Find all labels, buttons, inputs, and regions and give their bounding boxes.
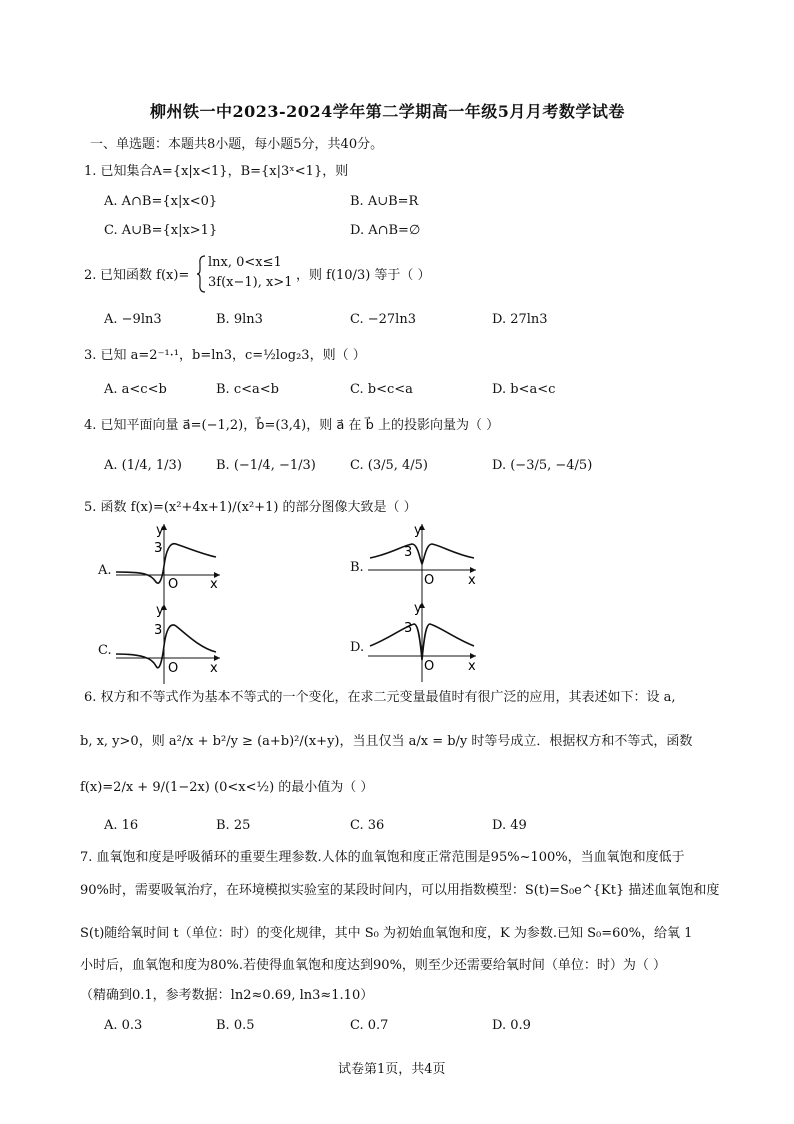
q6-option-a: A. 16 [104, 818, 139, 833]
q2-option-b: B. 9ln3 [216, 312, 263, 327]
q5c-y-label: y [156, 603, 164, 618]
q7-line-1: 7. 血氧饱和度是呼吸循环的重要生理参数.人体的血氧饱和度正常范围是95%~100%，当血氧饱和度低于 [80, 850, 685, 865]
q7-line-5: （精确到0.1，参考数据：ln2≈0.69, ln3≈1.10） [80, 988, 374, 1003]
q5-option-a-label: A. [98, 563, 112, 578]
q6-option-b: B. 25 [216, 818, 251, 833]
q5c-tick-3: 3 [154, 623, 163, 638]
q2-number: 2. [84, 268, 97, 283]
question-3-stem: 3. 已知 a=2⁻¹·¹，b=ln3，c=½log₂3，则（ ） [84, 348, 366, 363]
q5c-origin: O [168, 661, 179, 676]
page-footer: 试卷第1页，共4页 [338, 1062, 446, 1077]
q2-option-a: A. −9ln3 [104, 312, 162, 327]
q1-option-d: D. A∩B=∅ [350, 223, 421, 238]
q6-option-d: D. 49 [492, 818, 527, 833]
section-heading: 一、单选题：本题共8小题，每小题5分，共40分。 [90, 137, 384, 152]
question-5-stem: 5. 函数 f(x)=(x²+4x+1)/(x²+1) 的部分图像大致是（ ） [84, 500, 417, 515]
q2-option-c: C. −27ln3 [350, 312, 416, 327]
q4-option-b: B. (−1/4, −1/3) [216, 458, 316, 473]
q5b-y-label: y [414, 523, 422, 538]
q7-line-3: S(t)随给氧时间 t（单位：时）的变化规律，其中 S₀ 为初始血氧饱和度，K 为参数.已知 S₀=60%，给氧 1 [80, 926, 693, 941]
q3-option-d: D. b<a<c [492, 382, 556, 397]
q7-line-2: 90%时，需要吸氧治疗，在环境模拟实验室的某段时间内，可以用指数模型：S(t)=S₀e^{Kt} 描述血氧饱和度 [80, 883, 720, 898]
q5a-y-label: y [156, 523, 164, 538]
q5a-origin: O [168, 577, 179, 592]
q6-option-c: C. 36 [350, 818, 385, 833]
piecewise-brace-icon [196, 254, 206, 294]
q7-option-a: A. 0.3 [104, 1018, 143, 1033]
q5-option-c-label: C. [98, 643, 112, 658]
question-4-stem: 4. 已知平面向量 a⃗=(−1,2)，b⃗=(3,4)，则 a⃗ 在 b⃗ 上的投影向量为（ ） [84, 418, 500, 433]
q5d-x-label: x [468, 659, 476, 674]
q5c-x-label: x [210, 661, 218, 676]
q7-option-d: D. 0.9 [492, 1018, 531, 1033]
q5a-tick-3: 3 [154, 541, 163, 556]
q4-option-c: C. (3/5, 4/5) [350, 458, 428, 473]
q4-option-d: D. (−3/5, −4/5) [492, 458, 593, 473]
q5d-tick-3: 3 [404, 621, 413, 636]
q5b-tick-3: 3 [404, 545, 413, 560]
q5-option-d-label: D. [350, 640, 365, 655]
question-1-stem: 1. 已知集合A={x|x<1}，B={x|3ˣ<1}，则 [84, 164, 349, 179]
q5d-origin: O [424, 659, 435, 674]
q5-option-b-label: B. [350, 560, 364, 575]
q4-option-a: A. (1/4, 1/3) [104, 458, 182, 473]
q1-option-a: A. A∩B={x|x<0} [104, 194, 218, 209]
q2-stem-prefix: 已知函数 f(x)= [100, 268, 190, 283]
q1-option-c: C. A∪B={x|x>1} [104, 223, 218, 238]
q7-line-4: 小时后，血氧饱和度为80%.若使得血氧饱和度达到90%，则至少还需要给氧时间（单位：时）为（ ） [80, 958, 667, 973]
q2-stem-suffix: ，则 f(10/3) 等于（ ） [296, 268, 431, 283]
q2-case-2: 3f(x−1), x>1 [208, 275, 293, 290]
q5b-x-label: x [468, 573, 476, 588]
q3-option-a: A. a<c<b [104, 382, 167, 397]
q3-option-c: C. b<c<a [350, 382, 413, 397]
q6-line-1: 6. 权方和不等式作为基本不等式的一个变化，在求二元变量最值时有很广泛的应用，其表述如下：设 a, [84, 690, 676, 705]
exam-title: 柳州铁一中2023-2024学年第二学期高一年级5月月考数学试卷 [150, 102, 625, 121]
q6-line-3: f(x)=2/x + 9/(1−2x) (0<x<½) 的最小值为（ ） [80, 780, 374, 795]
q2-option-d: D. 27ln3 [492, 312, 548, 327]
q6-line-2: b, x, y>0，则 a²/x + b²/y ≥ (a+b)²/(x+y)，当且仅当 a/x = b/y 时等号成立．根据权方和不等式，函数 [80, 734, 693, 749]
q7-option-b: B. 0.5 [216, 1018, 255, 1033]
q3-option-b: B. c<a<b [216, 382, 279, 397]
q5d-y-label: y [414, 601, 422, 616]
q2-case-1: lnx, 0<x≤1 [208, 255, 282, 270]
q7-option-c: C. 0.7 [350, 1018, 389, 1033]
q5-graph-a [112, 520, 224, 606]
q5-graph-d [364, 598, 480, 684]
q5a-x-label: x [210, 577, 218, 592]
q5b-origin: O [424, 573, 435, 588]
q1-option-b: B. A∪B=R [350, 194, 419, 209]
q5-graph-c [112, 600, 224, 686]
q5-graph-b [364, 520, 480, 606]
